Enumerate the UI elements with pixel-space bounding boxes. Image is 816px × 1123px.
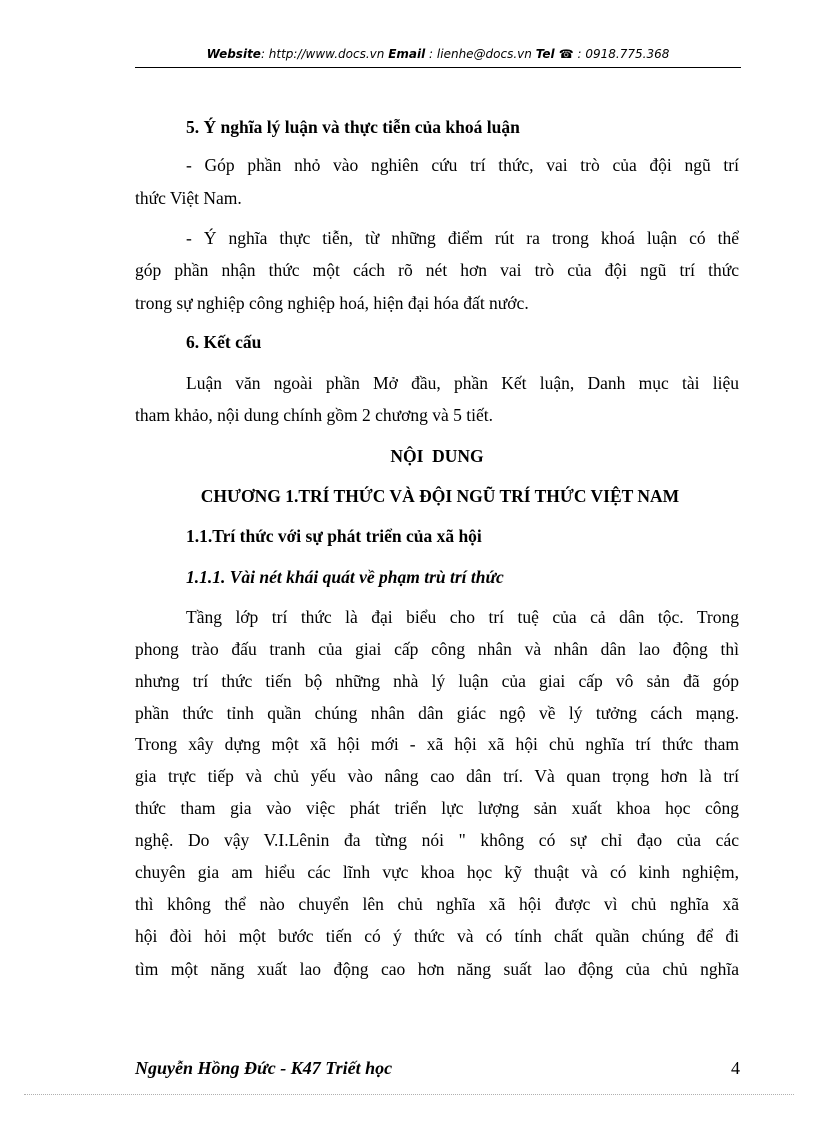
section-1-1-1-heading: 1.1.1. Vài nét khái quát về phạm trù trí thức — [186, 567, 504, 587]
paragraph-line: nhưng trí thức tiến bộ những nhà lý luận của giai cấp vô sản đã góp — [135, 671, 739, 691]
section-1-1-heading: 1.1.Trí thức với sự phát triển của xã hội — [186, 526, 482, 546]
paragraph-line: hội đòi hỏi một bước tiến có ý thức và có tính chất quần chúng để đi — [135, 926, 739, 946]
paragraph-line: nghệ. Do vậy V.I.Lênin đa từng nói " không có sự chỉ đạo của các — [135, 830, 739, 850]
email-label: Email — [388, 47, 426, 61]
chapter-heading: CHƯƠNG 1.TRÍ THỨC VÀ ĐỘI NGŨ TRÍ THỨC VIỆT NAM — [200, 486, 680, 506]
paragraph-line: phong trào đấu tranh của giai cấp công nhân và nhân dân lao động thì — [135, 639, 739, 659]
section-5-heading: 5. Ý nghĩa lý luận và thực tiễn của khoá luận — [186, 117, 520, 137]
paragraph-line: phần thức tỉnh quần chúng nhân dân giác ngộ về lý tưởng cách mạng. — [135, 703, 739, 723]
website-label: Website — [206, 47, 261, 61]
footer-author: Nguyễn Hồng Đức - K47 Triết học — [135, 1058, 393, 1078]
header-divider — [135, 67, 741, 68]
paragraph-line: thì không thể nào chuyển lên chủ nghĩa xã hội được vì chủ nghĩa xã — [135, 894, 739, 914]
paragraph-line: Tầng lớp trí thức là đại biểu cho trí tuệ của cả dân tộc. Trong — [186, 607, 739, 627]
email-value: : lienhe@docs.vn — [425, 47, 536, 61]
paragraph-line: thức Việt Nam. — [135, 188, 242, 208]
paragraph-line: góp phần nhận thức một cách rõ nét hơn vai trò của đội ngũ trí thức — [135, 260, 739, 280]
tel-label: Tel ☎ — [535, 47, 574, 61]
page-number: 4 — [731, 1058, 740, 1078]
paragraph-line: tham khảo, nội dung chính gồm 2 chương và 5 tiết. — [135, 405, 493, 425]
website-value: : http://www.docs.vn — [260, 47, 389, 61]
paragraph-line: - Ý nghĩa thực tiễn, từ những điểm rút ra trong khoá luận có thể — [186, 228, 739, 248]
paragraph-line: thức tham gia vào việc phát triển lực lượng sản xuất khoa học công — [135, 798, 739, 818]
paragraph-line: Luận văn ngoài phần Mở đầu, phần Kết luận, Danh mục tài liệu — [186, 373, 739, 393]
paragraph-line: tìm một năng xuất lao động cao hơn năng suất lao động của chủ nghĩa — [135, 959, 739, 979]
tel-value: : 0918.775.368 — [573, 47, 670, 61]
paragraph-line: trong sự nghiệp công nghiệp hoá, hiện đại hóa đất nước. — [135, 293, 529, 313]
paragraph-line: - Góp phần nhỏ vào nghiên cứu trí thức, vai trò của đội ngũ trí — [186, 155, 739, 175]
paragraph-line: chuyên gia am hiểu các lĩnh vực khoa học kỹ thuật và có kinh nghiệm, — [135, 862, 739, 882]
content-heading: NỘI DUNG — [390, 446, 484, 466]
page-header — [135, 47, 741, 61]
footer-divider — [24, 1094, 794, 1095]
section-6-heading: 6. Kết cấu — [186, 332, 262, 352]
paragraph-line: gia trực tiếp và chủ yếu vào nâng cao dân trí. Và quan trọng hơn là trí — [135, 766, 739, 786]
paragraph-line: Trong xây dựng một xã hội mới - xã hội xã hội chủ nghĩa trí thức tham — [135, 734, 739, 754]
